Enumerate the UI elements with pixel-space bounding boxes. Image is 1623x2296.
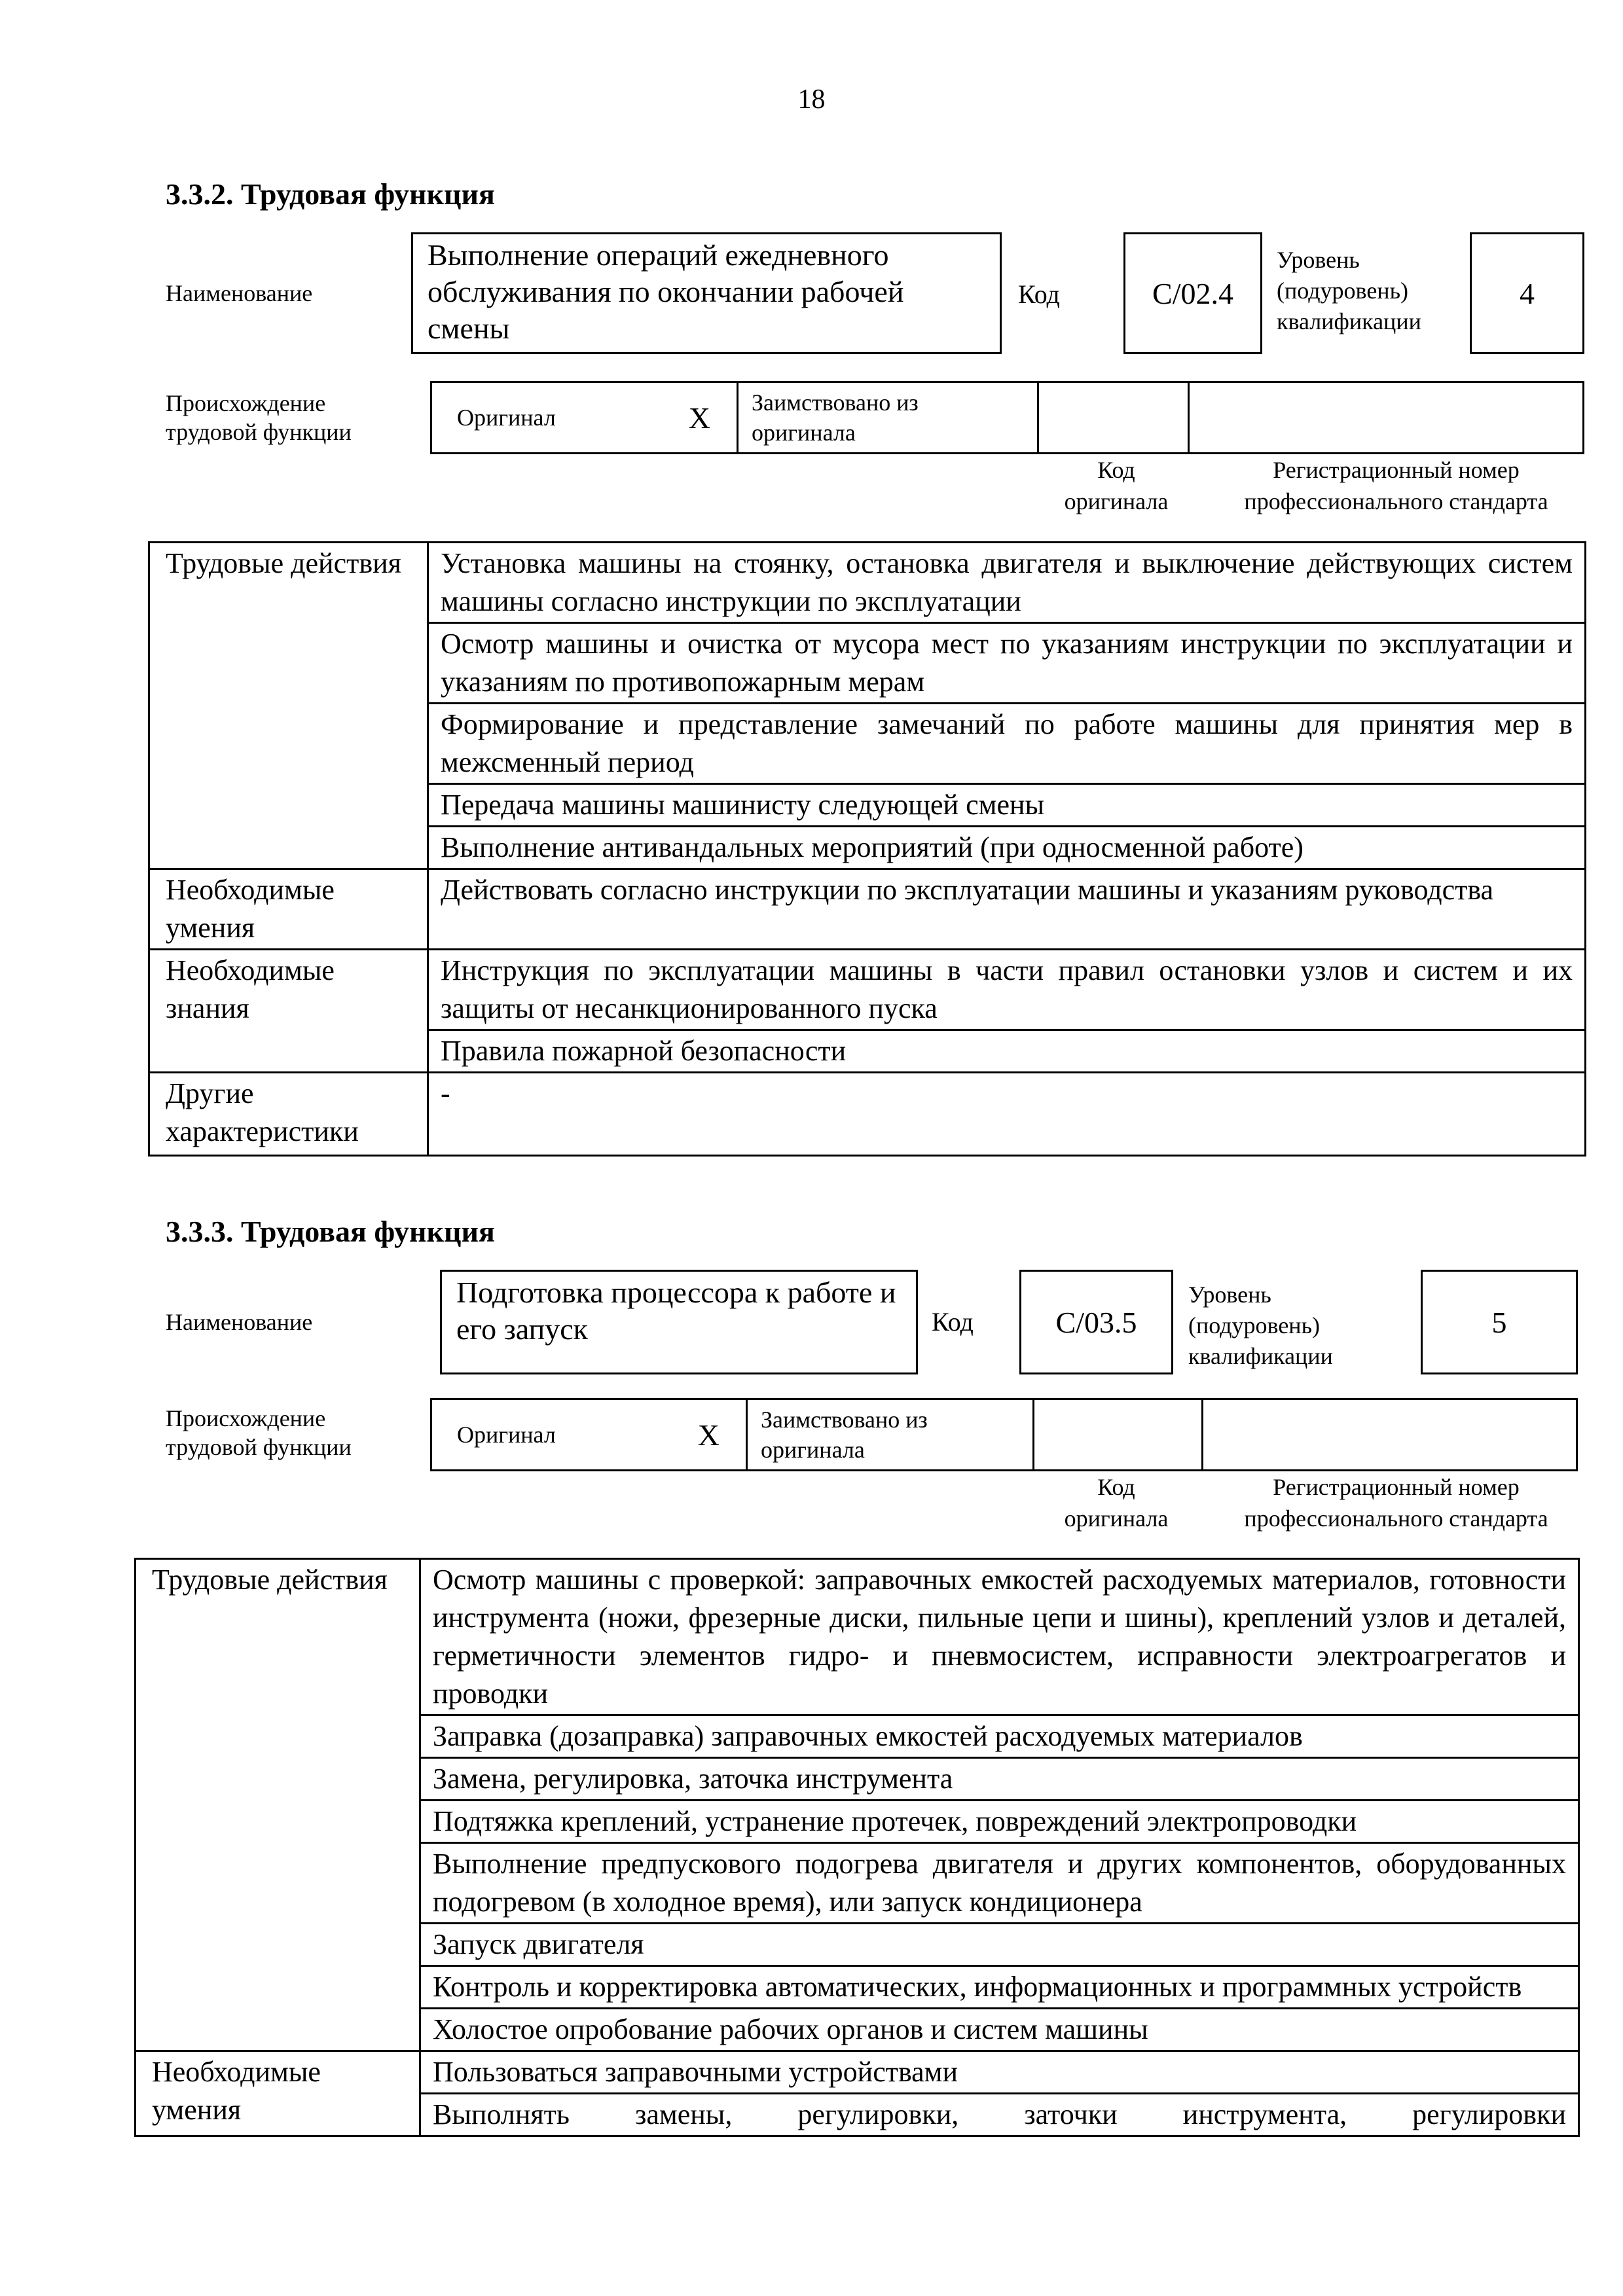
table-cell: -: [428, 1073, 1586, 1156]
category-cell: Трудовые действия: [136, 1559, 420, 2051]
function-details-table: [134, 1558, 1580, 2137]
reg-number-cell: [1203, 1400, 1576, 1469]
origin-original-label: Оригинал: [457, 1422, 556, 1448]
origin-table: [430, 1398, 1578, 1471]
original-code-caption: Код оригинала: [1064, 1474, 1169, 1532]
table-row: [149, 950, 1586, 1030]
origin-label: Происхождение трудовой функции: [166, 1405, 352, 1460]
original-code-cell: [1034, 1400, 1203, 1469]
table-cell: Передача машины машинисту следующей смены: [428, 784, 1586, 827]
table-row: [149, 543, 1586, 623]
table-cell: Подтяжка креплений, устранение протечек, повреждений электропроводки: [420, 1801, 1579, 1843]
table-cell: Правила пожарной безопасности: [428, 1030, 1586, 1073]
function-name-box: Подготовка процессора к работе и его запуск: [440, 1270, 918, 1374]
category-cell: Другие характеристики: [149, 1073, 428, 1156]
table-cell: Инструкция по эксплуатации машины в части правил остановки узлов и систем и их защиты от несанкционированного пуска: [428, 950, 1586, 1030]
reg-number-cell: [1190, 383, 1582, 452]
origin-table: [430, 381, 1584, 454]
table-cell: Выполнение антивандальных мероприятий (при односменной работе): [428, 827, 1586, 869]
table-cell: Установка машины на стоянку, остановка двигателя и выключение действующих систем машины согласно инструкции по эксплуатации: [428, 543, 1586, 623]
table-row: [136, 1559, 1579, 1715]
reg-number-caption: Регистрационный номер профессионального стандарта: [1244, 1474, 1548, 1532]
table-cell: Запуск двигателя: [420, 1924, 1579, 1966]
table-cell: Выполнять замены, регулировки, заточки инструмента, регулировки: [420, 2094, 1579, 2136]
page-number: 18: [797, 84, 826, 115]
function-name-box: Выполнение операций ежедневного обслуживания по окончании рабочей смены: [411, 232, 1002, 354]
origin-mark: X: [688, 401, 710, 435]
table-cell: Контроль и корректировка автоматических, информационных и программных устройств: [420, 1966, 1579, 2009]
category-cell: Необходимые умения: [149, 869, 428, 950]
origin-mark: X: [697, 1418, 720, 1452]
qualification-level-box: 5: [1421, 1270, 1578, 1374]
origin-label: Происхождение трудовой функции: [166, 390, 352, 445]
qualification-level-box: 4: [1470, 232, 1584, 354]
name-label: Наименование: [166, 280, 313, 306]
table-cell: Заправка (дозаправка) заправочных емкостей расходуемых материалов: [420, 1715, 1579, 1758]
section-title: 3.3.2. Трудовая функция: [166, 177, 495, 211]
origin-borrowed-label: Заимствовано из оригинала: [748, 1400, 1034, 1469]
qualification-level-label: Уровень (подуровень) квалификации: [1277, 247, 1421, 334]
table-cell: Пользоваться заправочными устройствами: [420, 2051, 1579, 2094]
category-cell: Трудовые действия: [149, 543, 428, 869]
table-row: [149, 869, 1586, 950]
section-title: 3.3.3. Трудовая функция: [166, 1215, 495, 1248]
origin-borrowed-label: Заимствовано из оригинала: [739, 383, 1039, 452]
table-cell: Формирование и представление замечаний по работе машины для принятия мер в межсменный период: [428, 704, 1586, 784]
table-cell: Действовать согласно инструкции по эксплуатации машины и указаниям руководства: [428, 869, 1586, 950]
code-label: Код: [932, 1307, 974, 1336]
table-cell: Осмотр машины с проверкой: заправочных емкостей расходуемых материалов, готовности инструмента (ножи, фрезерные диски, пильные цепи и шины), креплений узлов и деталей, герметичности элементов гидро- и пневмосистем, исправности электроагрегатов и проводки: [420, 1559, 1579, 1715]
original-code-cell: [1039, 383, 1190, 452]
category-cell: Необходимые знания: [149, 950, 428, 1073]
table-row: [149, 1073, 1586, 1156]
table-cell: Холостое опробование рабочих органов и систем машины: [420, 2009, 1579, 2051]
category-cell: Необходимые умения: [136, 2051, 420, 2136]
table-cell: Осмотр машины и очистка от мусора мест по указаниям инструкции по эксплуатации и указаниям по противопожарным мерам: [428, 623, 1586, 704]
name-label: Наименование: [166, 1309, 313, 1335]
origin-original-label: Оригинал: [457, 404, 556, 431]
code-label: Код: [1018, 279, 1060, 309]
original-code-caption: Код оригинала: [1064, 457, 1169, 514]
function-code-box: C/03.5: [1019, 1270, 1173, 1374]
table-row: [136, 2051, 1579, 2094]
qualification-level-label: Уровень (подуровень) квалификации: [1188, 1282, 1333, 1369]
reg-number-caption: Регистрационный номер профессионального стандарта: [1244, 457, 1548, 514]
function-details-table: [148, 541, 1586, 1157]
table-cell: Замена, регулировка, заточка инструмента: [420, 1758, 1579, 1801]
function-code-box: C/02.4: [1123, 232, 1262, 354]
table-cell: Выполнение предпускового подогрева двигателя и других компонентов, оборудованных подогревом (в холодное время), или запуск кондиционера: [420, 1843, 1579, 1924]
